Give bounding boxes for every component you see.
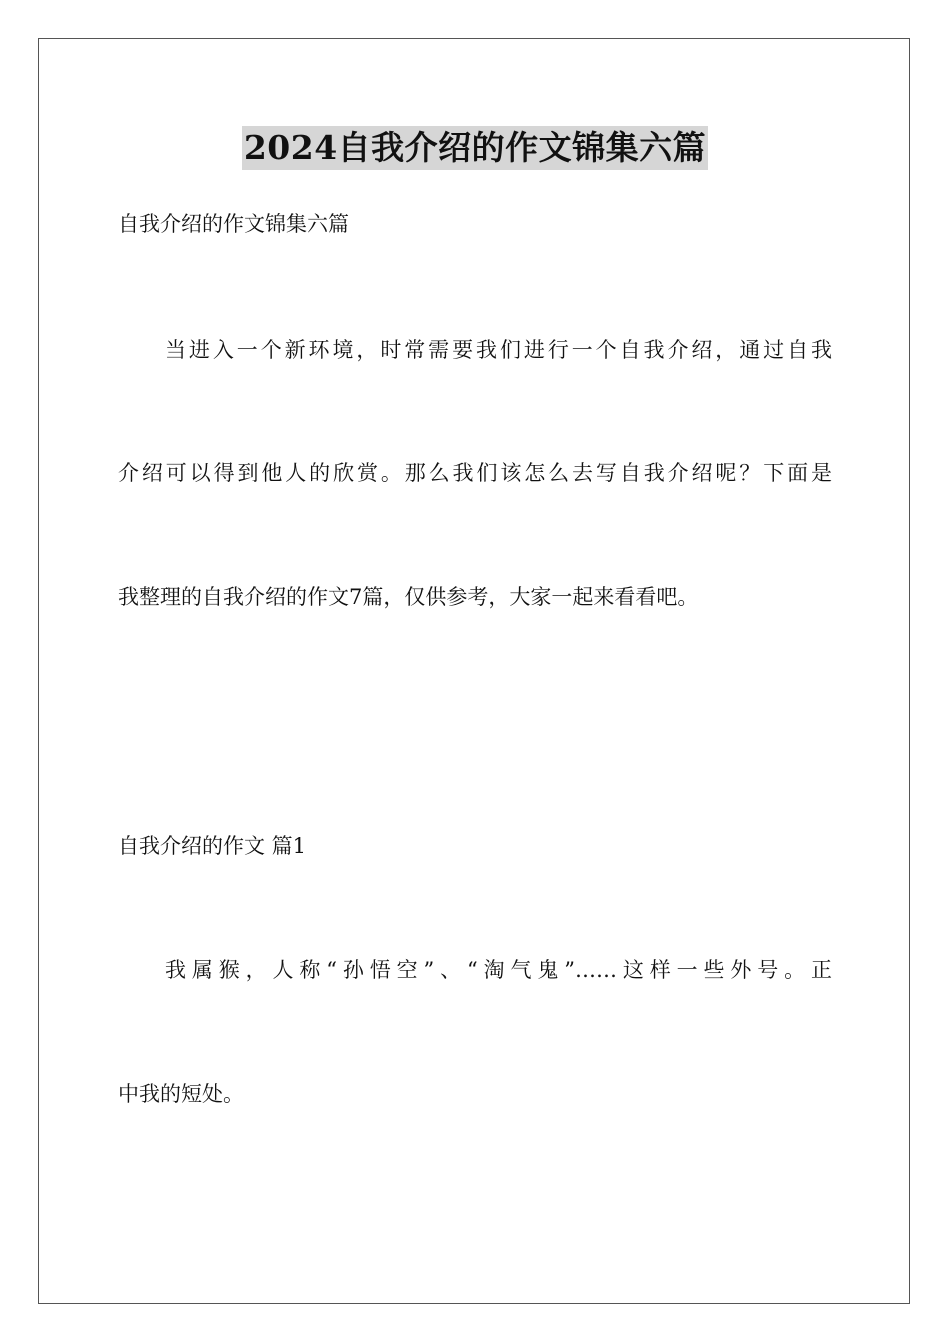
section-heading: 自我介绍的作文 篇1	[118, 834, 307, 858]
intro-line-3: 我整理的自我介绍的作文7篇，仅供参考，大家一起来看看吧。	[118, 585, 699, 609]
document-subtitle: 自我介绍的作文锦集六篇	[118, 212, 349, 236]
section-line-1: 我属猴，人称“孙悟空”、“淘气鬼”……这样一些外号。正	[165, 958, 832, 982]
intro-line-2: 介绍可以得到他人的欣赏。那么我们该怎么去写自我介绍呢？下面是	[118, 461, 832, 485]
document-title	[0, 126, 950, 170]
intro-line-1: 当进入一个新环境，时常需要我们进行一个自我介绍，通过自我	[165, 338, 832, 362]
section-line-2: 中我的短处。	[118, 1082, 244, 1106]
document-title-text: 2024自我介绍的作文锦集六篇	[242, 126, 708, 170]
